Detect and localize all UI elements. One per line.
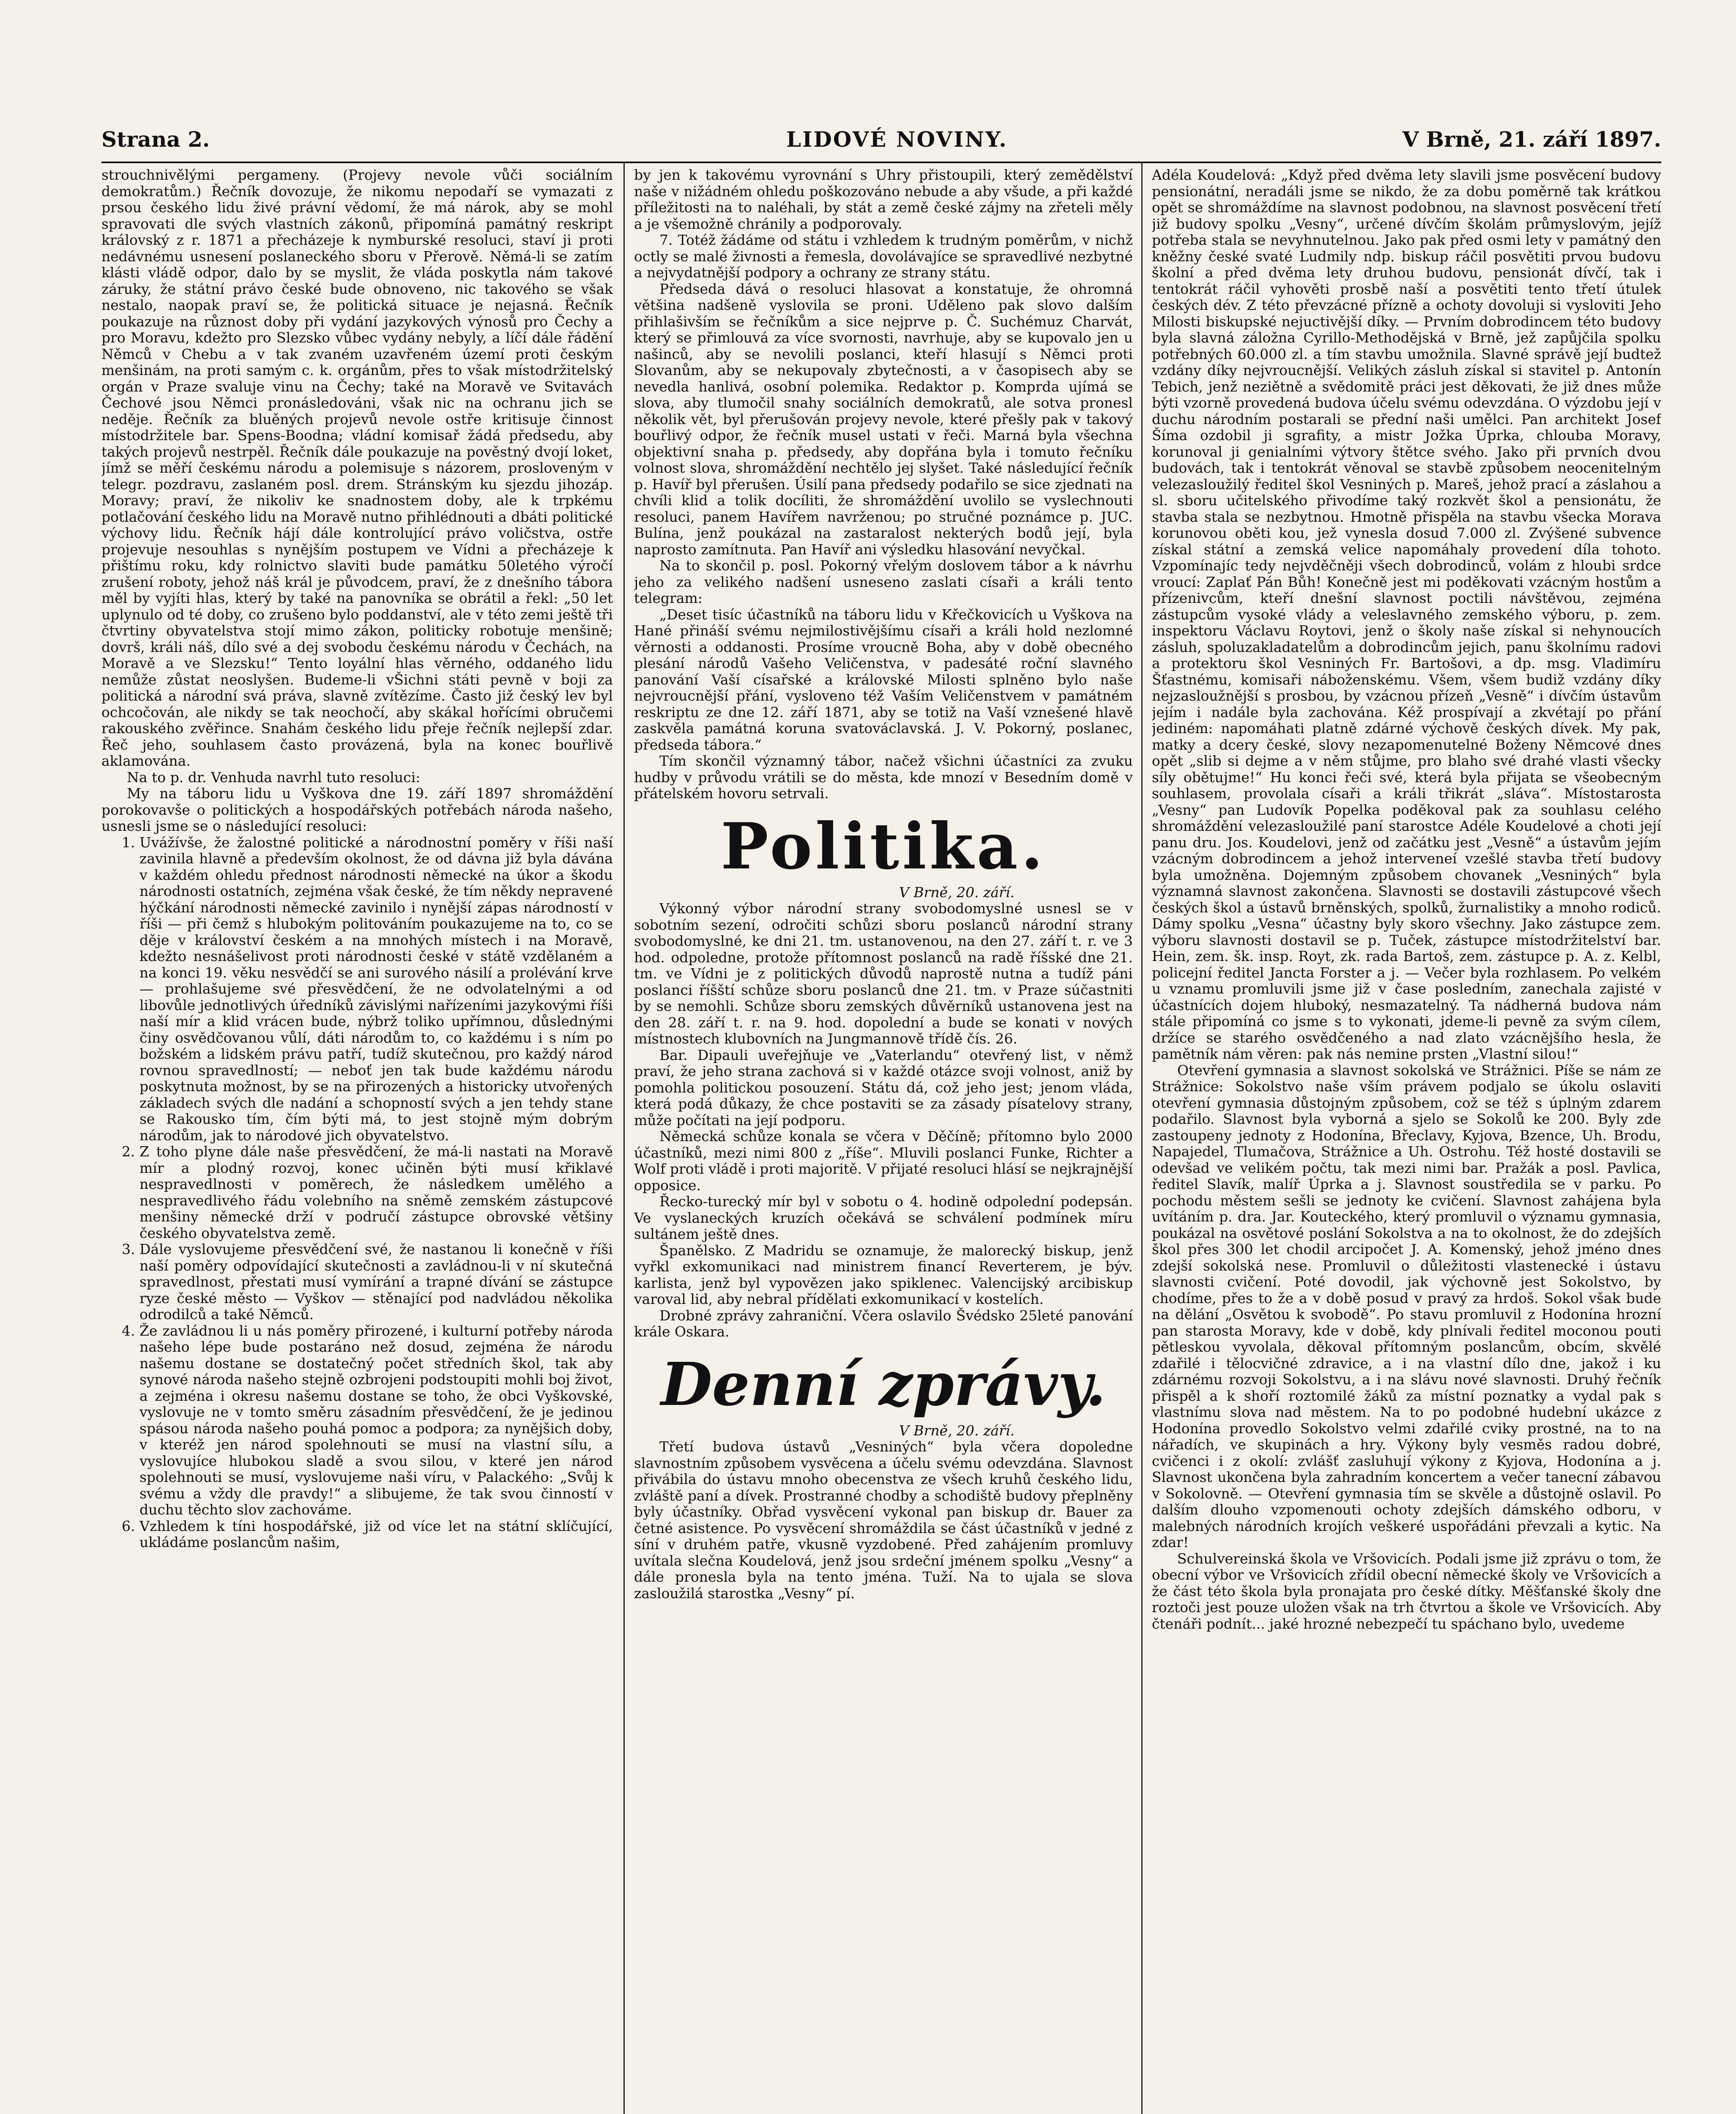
denni-dateline: V Brně, 20. září. <box>899 1422 1014 1439</box>
section-title-denni-zpravy: Denní zprávy. <box>661 1350 1106 1419</box>
article-text: Na to p. dr. Venhuda navrhl tuto resoluci: <box>127 769 421 786</box>
page-number: Strana 2. <box>101 127 210 152</box>
resolution-point: 1. Uvážívše, že žalostné politické a národnostní poměry v říši naší zavinila hlavně a především okolnost, že od dávna již byla dávána v každém ohledu přednost národnosti německé na úkor a škodu národnosti ostatních, zejména však české, že tím někdy nepravené hýčkání národnosti německé zavinilo i nynější zápas národností v říši — při čemž s hlubokým politováním poukazujeme na to, co se děje v království českém a na mnohých místech i na Moravě, kdežto nesnášelivost proti národnosti české v státě vzdělaném a na konci 19. věku nesvědčí se ani surového násilí a prolévání krve — prohlašujeme své přesvědčení, že ne odvolatelnými a od libovůle jednotlivých úředníků závislými nařízeními jazykovými říši naší mír a klid vrácen bude, nýbrž toliko upřímnou, důslednými činy osvědčovanou vůlí, dáti národům to, co každému i s ním po božském a lidském právu patří, tudíž skutečnou, pro každý národ rovnou spravedlností; — neboť jen tak bude každému národu poskytnuta možnost, by se na přirozených a historicky utvořených základech svých dle nadání a schopností svých a jen tehdy stane se Rakousko tím, čím býti má, to jest stojně mým dobrým národům, jak to národové jich obyvatelstvo. <box>139 835 613 1144</box>
header-dateline: V Brně, 21. září 1897. <box>1402 127 1661 152</box>
page-header <box>101 127 1661 161</box>
article-text: by jen k takovému vyrovnání s Uhry přistoupili, který zemědělství naše v nižádném ohledu poškozováno nebude a aby všude, a při každé příležitosti na to naléhali, by stát a země české zájmy na zřeteli měly a je všemožně chránily a podporovaly. <box>634 167 1133 232</box>
politika-dateline: V Brně, 20. září. <box>899 884 1014 901</box>
article-text: Tím skončil významný tábor, načež všichni účastníci za zvuku hudby v průvodu vrátili se do města, kde mnozí v Besedním domě v přátelském hovoru setrvali. <box>634 753 1133 802</box>
article-text: strouchnivělými pergameny. (Projevy nevole vůči sociálním demokratům.) Řečník dovozuje, že nikomu nepodaří se vymazati z prsou českého lidu živé právní vědomí, že má nárok, aby se mohl spravovati dle svých vlastních zákonů, připomíná památný reskript královský z r. 1871 a přecházeje k nymburské resoluci, staví ji proti nedávnému usnesení poslaneckého sboru v Přerově. Němá-li se zatím klásti vládě odpor, dalo by se myslit, že vláda poskytla nám takové záruky, že státní právo české bude obnoveno, nic takového se však nestalo, naopak praví se, že politická situace je nejasná. Řečník poukazuje na různost doby při vydání jazykových výnosů pro Čechy a pro Moravu, kdežto pro Slezsko vůbec vydány nebyly, a líčí dále řádění Němců v Chebu a v tak zvaném uzavřeném území proti českým menšinám, na proti samým c. k. orgánům, přes to však místodržitelský orgán v Praze svaluje vinu na Čechy; také na Moravě ve Svitavách Čechové jsou Němci pronásledováni, však nic na ochranu jich se neděje. Řečník za bluěných projevů nevole ostře kritisuje činnost místodržitele bar. Spens-Boodna; vládní komisař žádá předsedu, aby takých projevů nestrpěl. Řečník dále poukazuje na pověstný dvojí loket, jímž se měří českému národu a polemisuje s názorem, prosloveným v telegr. pozdravu, zaslaném posl. drem. Stránským ku sjezdu jihozáp. Moravy; praví, že nikoliv ke snadnostem doby, ale k trpkému potlačování českého lidu na Moravě nutno přihlédnouti a dbáti politické výchovy lidu. Řečník hájí dále kontrolující právo voličstva, ostře projevuje nesouhlas s nynějším postupem ve Vídni a přecházeje k přištímu roku, kdy rolnictvo slaviti bude památku 50letého výročí zrušení roboty, jehož náš král je původcem, praví, že z dnešního tábora měl by vyjíti hlas, který by také na panovníka se obrátil a řekl: „50 let uplynulo od té doby, co zrušeno bylo poddanství, ale v této zemi ještě tři čtvrtiny obyvatelstva stojí mimo zákon, politicky robotuje menšině; dovrš, králi náš, dílo své a dej svobodu českému národu v Čechách, na Moravě a ve Slezsku!“ Tento loyální hlas věrného, oddaného lidu nemůže zůstat neoslyšen. Budeme-li vŠichni státi pevně v boji za politická a národní svá práva, slavně zvítězíme. Často již český lev byl ochcočován, ale nikdy se tak neochočí, aby skákal hořícími obručemi rakouského zvěřince. Snahám českého lidu přeje řečník nejlepší zdar. Řeč jeho, souhlasem často provázená, byla na konec bouřlivě aklamována. <box>101 167 613 769</box>
resolution-point: 3. Dále vyslovujeme přesvědčení své, že nastanou li konečně v říši naší poměry odpovídající skutečnosti a zavládnou-li v ní skutečná spravedlnost, přestati musí vymírání a trapné dívání se zástupce ryze české město — Vyškov — stěnající pod nadvládou několika odrodilců a také Němců. <box>139 1241 613 1323</box>
news-item: Drobné zprávy zahraniční. Včera oslavilo Švédsko 25leté panování krále Oskara. <box>634 1307 1133 1340</box>
telegram-text: „Deset tisíc účastníků na táboru lidu v Křečkovicích u Vyškova na Hané přináší svému nejmilostivějšímu císaři a králi hold nezlomné věrnosti a oddanosti. Prosíme vroucně Boha, aby v době obecného plesání národů Vašeho Veličenstva, v padesáté roční slavného panování Vaší císařské a královské Milosti splněno bylo naše nejvroucnější přání, vysloveno též Vaším Veličenstvem v památném reskriptu ze dne 12. září 1871, aby se totiž na Vaší vznešené hlavě zaskvěla památná koruna svatováclavská. J. V. Pokorný, poslanec, předseda tábora.“ <box>634 606 1133 753</box>
article-text: Předseda dává o resoluci hlasovat a konstatuje, že ohromná většina nadšeně vyslovila se proni. Uděleno pak slovo dalším přihlašivším se řečníkům a sice nejprve p. Č. Suchémuz Charvát, který se přimlouvá za více svornosti, navrhuje, aby se kupovalo jen u našinců, aby se nevolili poslanci, kteří hlasují s Němci proti Slovanům, aby se nekupovaly zbytečnosti, a v časopisech aby se nevedla hanlivá, osobní polemika. Redaktor p. Komprda ujímá se slova, aby tlumočil snahy sociálních demokratů, ale sotva pronesl několik vět, byl přerušován projevy nevole, které přešly pak v takový bouřlivý odpor, že řečník musel ustati v řeči. Marná byla všechna objektivní snaha p. předsedy, aby dopřána byla i tomuto řečníku volnost slova, shromáždění nechtělo jej slyšet. Také následující řečník p. Havíř byl přerušen. Úsilí pana předsedy podařilo se sice zjednati na chvíli klid a tolik docíliti, že shromáždění uvolilo se vyslechnouti resoluci, panem Havířem navrženou; po stručné poznámce p. JUC. Bulína, jenž poukázal na zastaralost nekterých bodů její, byla naprosto zamítnuta. Pan Havíř ani výsledku hlasování nevyčkal. <box>634 280 1133 558</box>
resolution-point: 6. Vzhledem k tíni hospodářské, již od více let na státní sklíčující, ukládáme poslancům našim, <box>139 1518 613 1551</box>
newspaper-title: LIDOVÉ NOVINY. <box>786 127 1008 152</box>
article-text: Adéla Koudelová: „Když před dvěma lety slavili jsme posvěcení budovy pensionátní, neradáli jsme se nikdo, že za dobu poměrně tak krátkou opět se shromáždíme na slavnost podobnou, na slavnost posvěcení třetí již budovy spolku „Vesny“, určené dívčím školám průmyslovým, jejíž potřeba stala se nevyhnutelnou. Jako pak před osmi lety v památný den kněžny české svaté Ludmily ndp. biskup ráčil posvětiti prvou budovu školní a před dvěma lety druhou budovu, pensionát dívčí, tak i tentokrát ráčil vyhověti prosbě naší a posvětiti tento třetí útulek českých dév. Z této převzácné přízně a ochoty dovoluji si vysloviti Jeho Milosti biskupské nejuctivější díky. — Prvním dobrodincem této budovy byla slavná záložna Cyrillo-Methodějská v Brně, jež zapůjčila spolku potřebných 60.000 zl. a tím stavbu umožnila. Slavné správě její budtež vzdány díky nejvroucnější. Velikých zásluh získal si stavitel p. Antonín Tebich, jenž neziětně a svědomitě práci jest děkovati, že již dnes může býti vzorně provedená budova účelu svému odevzdána. O výzdobu její v duchu národním postarali se přední naši umělci. Pan architekt Josef Šíma ozdobil ji sgrafity, a mistr Jožka Úprka, chlouba Moravy, korunoval ji genialními výtvory štětce svého. Jako při prvních dvou budovách, tak i tentokrát věnoval se stavbě způsobem neocenitelným velezasloužilý ředitel škol Vesniných p. Mareš, jehož prací a záslahou a sl. sboru učitelského přivodíme taký rozkvět škol a pensionátu, že stavba stala se nezbytnou. Hmotně přispěla na stavbu všecka Morava korunovou oběti kou, jež vynesla dosud 7.000 zl. Zvýšené subvence získal státní a zemská velice napomáhaly provedení díla tohoto. Vzpomínajíc tedy nejvděčněji všech dobrodinců, volám z hloubi srdce vroucí: Zaplať Pán Bůh! Konečně jest mi poděkovati vzácným hostům a přízenivcům, kteří dnešní slavnost poctili návštěvou, zejména zástupcům vysoké vlády a veleslavného zemského výboru, p. zem. inspektoru Václavu Roytovi, jenž o školy naše získal si nehynoucích zásluh, spoluzakladatelům a dobrodincům jejich, panu školnímu radovi a protektoru škol Vesniných Fr. Bartošovi, a dp. msg. Vladimíru Šťastnému, komisaři náboženskému. Všem, všem budiž vzdány díky nejzasloužnější s prosbou, by vzácnou přízeň „Vesně“ i dívčím ústavům jejím i nadále byla zachována. Kéž prospívají a zkvétají po přání jediném: napomáhati platně zdárné výchově českých dívek. My pak, matky a dcery české, slovy nezapomenutelné Boženy Němcové dnes opět „slib si dejme a v něm stůjme, pro blaho své drahé vlasti všecky síly obětujme!“ Hu konci řeči své, která byla přijata se všeobecným souhlasem, provolala císaři a králi třikrát „sláva“. Místostarosta „Vesny“ pan Ludovík Popelka poděkoval pak za souhlasu celého shromáždění velezasloužilé paní starostce Adéle Koudelové a choti její panu dru. Jos. Koudelovi, jenž od začátku jest „Vesně“ a ústavům jejím vzácným dobrodincem a jehož interveneí vzešlé stavba třetí budovy byla umožněna. Dojemným způsobem chovanek „Vesniných“ byla významná slavnost zakončena. Slavnosti se dostavili zástupcové všech českých škol a ústavů brněnských, spolků, žurnalistiky a mnoho rodiců. Dámy spolku „Vesna“ účastny byly skoro všechny. Jako zástupce zem. výboru slavnosti dostavil se p. Tuček, zástupce místodržitelství bar. Hein, zem. šk. insp. Royt, zk. rada Bartoš, zem. zástupce p. A. z. Kelbl, policejní ředitel Jancta Forster a j. — Večer byla rozhlasem. Po velkém u vznamu promluvili jsme již v čase posledním, zanechala zajisté v účastnících dojem hluboký, nesmazatelný. Ta nádherná budova nám stále připomíná co jsme s to vykonati, jdeme-li pevně za svým cílem, držíce se starého osvědčeného a nad zlato vzácnějšího hesla, že pamětník nám věren: pak nás nemine prsten „Vlastní silou!“ <box>1152 167 1661 1062</box>
article-text: My na táboru lidu u Vyškova dne 19. září 1897 shromáždění porokovavše o politických a hospodářských potřebách národa našeho, usnesli jsme se o následující resoluci: <box>101 785 613 834</box>
article-text: 7. Totéž žádáme od státu i vzhledem k trudným poměrům, v nichž octly se malé živnosti a řemesla, dovolávajíce se spravedlivé nezbytné a nejvydatnější podpory a ochrany ze strany státu. <box>634 232 1133 281</box>
resolution-point: 4. Že zavládnou li u nás poměry přirozené, i kulturní potřeby národa našeho lépe bude postaráno než dosud, zejména že národu našemu dostane se dostatečný počet středních škol, tak aby synové národa našeho stejně ozbrojeni podstoupiti mohli boj život, a zejména i okresu našemu dostane se toho, že obci Vyškovské, vyslovuje ne v tomto směru zásadním přesvědčení, že je jedinou spásou národa našeho pouhá pomoc a podpora; za nynějšich doby, v kteréž jen národ spolehnouti se musí na vlastní sílu, a vyslovujíce hlubokou sladě a svou silou, v které jen národ spolehnouti se musí, vyslovujeme naši víru, v Palackého: „Svůj k svému a vždy dle pravdy!“ a slibujeme, že tak svou činností v duchu těchto slov zachováme. <box>139 1323 613 1518</box>
article-text: Na to skončil p. posl. Pokorný vřelým doslovem tábor a k návrhu jeho za velikého nadšení usneseno zaslati císaři a králi tento telegram: <box>634 557 1133 606</box>
news-item: Otevření gymnasia a slavnost sokolská ve Strážnici. Píše se nám ze Strážnice: Sokolstvo naše vším právem podjalo se úkolu oslaviti otevření gymnasia důstojným způsobem, což se též s úplným zdarem podařilo. Slavnost byla vyborná a sjelo se Sokolů ke 200. Byly zde zastoupeny jednoty z Hodonína, Břeclavy, Kyjova, Bzence, Uh. Brodu, Napajedel, Tlumačova, Strážnice a Uh. Ostrohu. Též hosté dostavili se odevšad ve velikém počtu, tak mezi nimi bar. Pražák a posl. Pavlica, ředitel Slavík, malíř Úprka a j. Slavnost soustředila se v parku. Po pochodu městem sešli se jednoty ke cvičení. Slavnost zahájena byla uvítáním p. dra. Jar. Kouteckého, který promluvil o významu gymnasia, poukázal na osvětové poslání Sokolstva a na to okolnost, že do zdejších škol přes 300 let chodil arcipočet J. A. Komenský, jehož jméno dnes zdejší sokolská nese. Promluvil o důležitosti vlastenecké i ústavu slavnosti cvičení. Poté dovodil, jak výchovně jest Sokolstvo, by chodíme, přes to že a v době posud v pravý za hrdoš. Sokol však bude na dělání „Osvětou k svobodě“. Po stavu promluvil z Hodonína hrozní pan starosta Moravy, kde v době, kdy plnívali ředitel moconou pouti pětleskou vyvolala, děkoval přítomným poslancům, obcím, skvělé zdařilé i tělocvičné zdravice, a i na vlastní dílo dne, jakož i ku zdárnému rozvoji Sokolstvu, a i na slávu nové slavnosti. Druhý řečník přispěl a k shoří roztomilé žáků za místní poznatky a vydal pak s vlastnímu slova nad městem. Na to po podobné hudební ukázce z Hodonína provedlo Sokolstvo velmi zdařilé cviky prostné, na to na nářadích, ve skupinách a hry. Výkony byly vesměs radou dobré, cvičenci i z okolí: zvlášť zasluhují výkony z Kyjova, Hodonína a j. Slavnost ukončena byla zahradním koncertem a večer tanecní zábavou v Sokolovně. — Otevření gymnasia tím se skvěle a důstojně oslavil. Po dalším dlouho vzpomenouti ochoty zdejších dámského odboru, v malebných národních krojích veškeré uspořádáni převzali a kytic. Na zdar! <box>1152 1062 1661 1550</box>
header-rule <box>101 162 1661 163</box>
column-2 <box>634 167 1133 2114</box>
column-3 <box>1152 167 1661 2114</box>
news-item: Výkonný výbor národní strany svobodomyslné usnesl se v sobotním sezení, odročiti schůzi sboru poslanců národní strany svobodomyslné, ke dni 21. tm. ustanovenou, na den 27. září t. r. ve 3 hod. odpoledne, protože přítomnost poslanců na radě říšské dne 21. tm. ve Vídni je z politických důvodů naprostě nutna a tudíž páni poslanci říšští schůze sboru poslanců dne 21. tm. v Praze súčastniti by se nemohli. Schůze sboru zemských důvěrníků ustanovena jest na den 28. září t. r. na 9. hod. dopolední a bude se konati v nových místnostech klubovních na Jungmannově třídě čís. 26. <box>634 900 1133 1047</box>
news-item: Řecko-turecký mír byl v sobotu o 4. hodině odpolední podepsán. Ve vyslaneckých kruzích očekává se schválení podmínek míru sultánem ještě dnes. <box>634 1193 1133 1242</box>
section-title-politika: Politika. <box>721 809 1046 884</box>
news-item: Třetí budova ústavů „Vesniných“ byla včera dopoledne slavnostním způsobem vysvěcena a účelu svému odevzdána. Slavnost přivábila do ústavu mnoho obecenstva ze všech kruhů českého lidu, zvláště paní a dívek. Prostranné chodby a schodiště budovy přeplněny byly účastníky. Obřad vysvěcení vykonal pan biskup dr. Bauer za četné asistence. Po vysvěcení shromáždila se část účastníků v jedné z síní v druhém patře, vkusně vyzdobené. Před zahájením promluvy uvítala slečna Koudelová, jenž jsou srdeční jménem spolku „Vesny“ a dále pronesla byla na tento jména. Tuží. Na to ujala se slova zasloužilá starostka „Vesny“ pí. <box>634 1438 1133 1602</box>
resolution-point: 2. Z toho plyne dále naše přesvědčení, že má-li nastati na Moravě mír a plodný rozvoj, konec učiněn býti musí křiklavé nespravedlnosti v poměrech, že následkem umělého a nespravedlivého řádu volebního na sněmě zemském zástupcové menšiny německé drží v područí zástupce obrovské většiny českého obyvatelstva země. <box>139 1144 613 1241</box>
column-divider-1 <box>623 163 625 2114</box>
news-item: Bar. Dipauli uveřejňuje ve „Vaterlandu“ otevřený list, v němž praví, že jeho strana zachová si v každé otázce svoji volnost, aniž by pomohla politickou posouzení. Státu dá, což jeho jest; jenom vláda, která podá důkazy, že chce postaviti se za zásady písatelovy strany, může počítati na její podporu. <box>634 1046 1133 1128</box>
news-item: Španělsko. Z Madridu se oznamuje, že malorecký biskup, jenž vyřkl exkomunikaci nad ministrem financí Reverterem, je býv. karlista, jenž byl vypovězen jako spiklenec. Valencijský arcibiskup varoval lid, aby nebral přídělati exkomunikací v kostelích. <box>634 1242 1133 1307</box>
column-divider-2 <box>1141 163 1143 2114</box>
column-1 <box>101 167 613 2114</box>
news-item: Německá schůze konala se včera v Děčíně; přítomno bylo 2000 účastníků, mezi nimi 800 z „říše“. Mluvili poslanci Funke, Richter a Wolf proti vládě i proti majoritě. V přijaté resoluci hlásí se nejkrajnější opposice. <box>634 1128 1133 1194</box>
news-item: Schulvereinská škola ve Vršovicích. Podali jsme již zprávu o tom, že obecní výbor ve Vršovicích zřídil obecní německé školy ve Vršovicích a že část této škola byla pronajata pro české dítky. Měšťanské školy dne roztoči jest pouze uložen však na trh čtvrtou a škole ve Vršovicích. Aby čtenáři podnít... jaké hrozné nebezpečí tu spáchano bylo, uvedeme <box>1152 1550 1661 1632</box>
resolution-list <box>101 835 613 1551</box>
